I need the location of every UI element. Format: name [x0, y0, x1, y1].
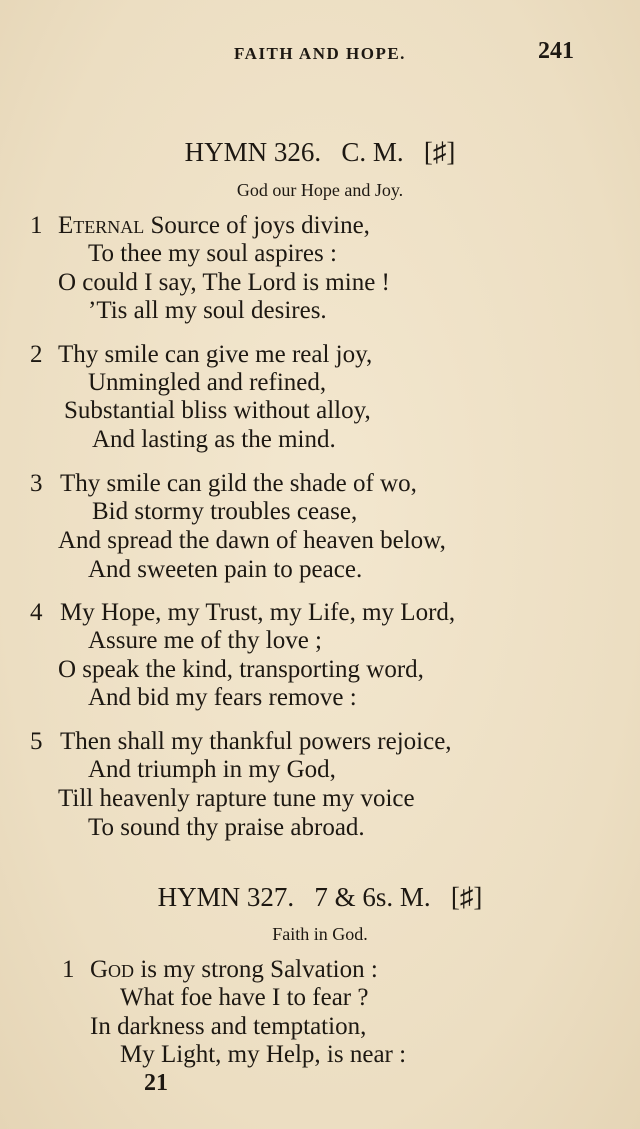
- verse-line: Unmingled and refined,: [88, 369, 327, 396]
- verse-line: To sound thy praise abroad.: [88, 814, 365, 841]
- verse-line: And spread the dawn of heaven below,: [58, 527, 446, 554]
- page-number: 241: [538, 38, 574, 64]
- verse-line: Thy smile can give me real joy,: [58, 341, 373, 368]
- verse-line: O could I say, The Lord is mine !: [58, 269, 390, 296]
- hymn-subtitle: Faith in God.: [272, 924, 368, 944]
- verse-line: And bid my fears remove :: [88, 684, 357, 711]
- stanza-number: 5: [30, 728, 43, 755]
- verse-line: My Light, my Help, is near :: [120, 1041, 407, 1068]
- verse-line: My Hope, my Trust, my Life, my Lord,: [60, 599, 456, 626]
- verse-line: And lasting as the mind.: [92, 426, 336, 453]
- hymn-heading: HYMN 326. C. M. [♯]: [184, 137, 456, 167]
- stanza-number: 2: [30, 341, 43, 368]
- verse-text: is my strong Salvation :: [134, 956, 378, 983]
- signature-mark: 21: [144, 1070, 168, 1096]
- hymn-heading: HYMN 327. 7 & 6s. M. [♯]: [157, 882, 483, 912]
- stanza-number: 1: [62, 956, 75, 983]
- verse-text: Source of joys divine,: [144, 212, 370, 239]
- verse-line: To thee my soul aspires :: [88, 240, 337, 267]
- verse-line: What foe have I to fear ?: [120, 984, 369, 1011]
- initial-word: God: [90, 956, 135, 983]
- verse-line: In darkness and temptation,: [90, 1013, 367, 1040]
- initial-word: Eternal: [58, 212, 145, 239]
- verse-line: [58, 213, 370, 238]
- stanza-number: 3: [30, 470, 43, 497]
- verse-line: Till heavenly rapture tune my voice: [58, 785, 415, 812]
- verse-line: Substantial bliss without alloy,: [64, 397, 371, 424]
- verse-line: ’Tis all my soul desires.: [88, 297, 327, 324]
- verse-line: Assure me of thy love ;: [88, 627, 322, 654]
- stanza-number: 1: [30, 212, 43, 239]
- verse-line: Thy smile can gild the shade of wo,: [60, 470, 417, 497]
- verse-line: [90, 957, 378, 982]
- verse-line: Then shall my thankful powers rejoice,: [60, 728, 452, 755]
- verse-line: And sweeten pain to peace.: [88, 556, 363, 583]
- stanza-number: 4: [30, 599, 43, 626]
- verse-line: And triumph in my God,: [88, 756, 336, 783]
- verse-line: Bid stormy troubles cease,: [92, 498, 358, 525]
- running-title: FAITH AND HOPE.: [234, 44, 406, 63]
- hymn-subtitle: God our Hope and Joy.: [236, 180, 404, 200]
- verse-line: O speak the kind, transporting word,: [58, 656, 424, 683]
